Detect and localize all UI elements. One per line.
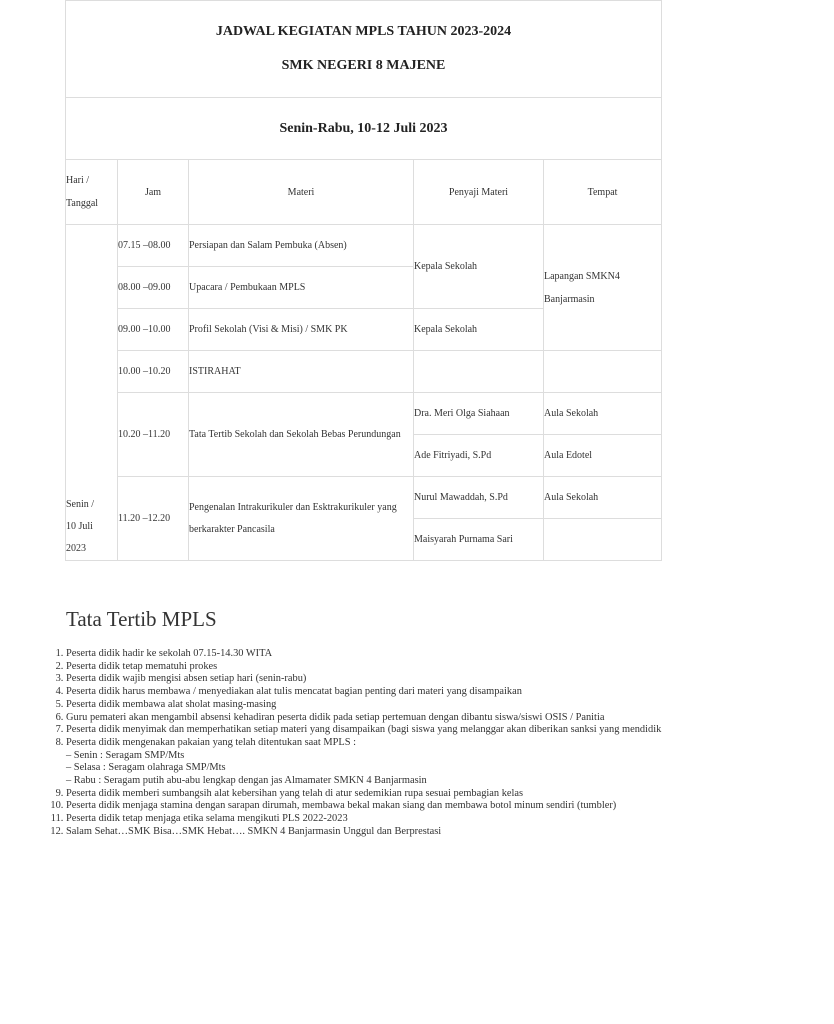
schedule-date-range: Senin-Rabu, 10-12 Juli 2023 bbox=[66, 98, 662, 160]
material-cell: Persiapan dan Salam Pembuka (Absen) bbox=[189, 225, 414, 267]
presenter-cell bbox=[414, 351, 544, 393]
time-cell: 10.00 –10.20 bbox=[118, 351, 189, 393]
material-cell: Profil Sekolah (Visi & Misi) / SMK PK bbox=[189, 309, 414, 351]
presenter-cell: Dra. Meri Olga Siahaan bbox=[414, 393, 544, 435]
rules-list bbox=[0, 648, 834, 839]
rule-item: 6. Guru pemateri akan mengambil absensi kehadiran peserta didik pada setiap pertemuan dengan dibantu siswa/siswi OSIS / Panitia bbox=[66, 712, 834, 725]
presenter-cell: Kepala Sekolah bbox=[414, 309, 544, 351]
day-line3: 2023 bbox=[66, 543, 86, 554]
presenter-cell: Kepala Sekolah bbox=[414, 225, 544, 309]
material-cell: Tata Tertib Sekolah dan Sekolah Bebas Perundungan bbox=[189, 393, 414, 477]
day-line2: 10 Juli bbox=[66, 521, 93, 532]
presenter-cell: Ade Fitriyadi, S.Pd bbox=[414, 435, 544, 477]
material-cell: Pengenalan Intrakurikuler dan Esktrakurikuler yang berkarakter Pancasila bbox=[189, 477, 414, 561]
schedule-table bbox=[65, 0, 662, 561]
rule-item: 2. Peserta didik tetap mematuhi prokes bbox=[66, 661, 834, 674]
rule-item: 4. Peserta didik harus membawa / menyediakan alat tulis mencatat bagian penting dari materi yang disampaikan bbox=[66, 686, 834, 699]
time-cell: 08.00 –09.00 bbox=[118, 267, 189, 309]
header-day-line2: Tanggal bbox=[66, 198, 99, 209]
rules-heading: Tata Tertib MPLS bbox=[66, 607, 217, 631]
place-line2: Banjarmasin bbox=[544, 293, 595, 305]
uniform-tuesday: – Selasa : Seragam olahraga SMP/Mts bbox=[66, 762, 226, 774]
time-cell: 11.20 –12.20 bbox=[118, 477, 189, 561]
place-line1: Lapangan SMKN4 bbox=[544, 270, 620, 282]
material-cell: Upacara / Pembukaan MPLS bbox=[189, 267, 414, 309]
day-line1: Senin / bbox=[66, 499, 95, 510]
header-day bbox=[66, 160, 118, 225]
place-cell bbox=[544, 225, 662, 351]
school-name: SMK NEGERI 8 MAJENE bbox=[281, 58, 446, 73]
uniform-wednesday: – Rabu : Seragam putih abu-abu lengkap dengan jas Almamater SMKN 4 Banjarmasin bbox=[66, 775, 427, 787]
rule-item: 9. Peserta didik memberi sumbangsih alat kebersihan yang telah di atur sedemikian rupa sesuai pembagian kelas bbox=[66, 788, 834, 801]
rule-item-uniform bbox=[66, 737, 834, 788]
time-cell: 07.15 –08.00 bbox=[118, 225, 189, 267]
header-day-line1: Hari / bbox=[66, 175, 90, 186]
rule-item: 1. Peserta didik hadir ke sekolah 07.15-14.30 WITA bbox=[66, 648, 834, 661]
rule-item: 3. Peserta didik wajib mengisi absen setiap hari (senin-rabu) bbox=[66, 673, 834, 686]
place-cell bbox=[544, 519, 662, 561]
header-presenter: Penyaji Materi bbox=[414, 160, 544, 225]
rule-item: 5. Peserta didik membawa alat sholat masing-masing bbox=[66, 699, 834, 712]
header-time: Jam bbox=[118, 160, 189, 225]
place-cell: Aula Sekolah bbox=[544, 477, 662, 519]
material-cell: ISTIRAHAT bbox=[189, 351, 414, 393]
schedule-title-cell bbox=[66, 1, 662, 98]
rule-item: 7. Peserta didik menyimak dan memperhatikan setiap materi yang disampaikan (bagi siswa yang melanggar akan diberikan sanksi yang mendidik bbox=[66, 724, 834, 737]
schedule-title: JADWAL KEGIATAN MPLS TAHUN 2023-2024 bbox=[215, 24, 512, 39]
rule-item: 11. Peserta didik tetap menjaga etika selama mengikuti PLS 2022-2023 bbox=[66, 813, 834, 826]
presenter-cell: Maisyarah Purnama Sari bbox=[414, 519, 544, 561]
header-material: Materi bbox=[189, 160, 414, 225]
time-cell: 10.20 –11.20 bbox=[118, 393, 189, 477]
place-cell bbox=[544, 351, 662, 393]
place-cell: Aula Sekolah bbox=[544, 393, 662, 435]
rule-item-text: Peserta didik mengenakan pakaian yang telah ditentukan saat MPLS : bbox=[66, 736, 356, 748]
header-place: Tempat bbox=[544, 160, 662, 225]
rule-item: 12. Salam Sehat…SMK Bisa…SMK Hebat…. SMKN 4 Banjarmasin Unggul dan Berprestasi bbox=[66, 826, 834, 839]
day-cell bbox=[66, 225, 118, 561]
schedule-table-container bbox=[65, 0, 662, 554]
place-cell: Aula Edotel bbox=[544, 435, 662, 477]
time-cell: 09.00 –10.00 bbox=[118, 309, 189, 351]
uniform-monday: – Senin : Seragam SMP/Mts bbox=[66, 749, 185, 761]
presenter-cell: Nurul Mawaddah, S.Pd bbox=[414, 477, 544, 519]
rule-item: 10. Peserta didik menjaga stamina dengan sarapan dirumah, membawa bekal makan siang dan membawa botol minum sendiri (tumbler) bbox=[66, 800, 834, 813]
